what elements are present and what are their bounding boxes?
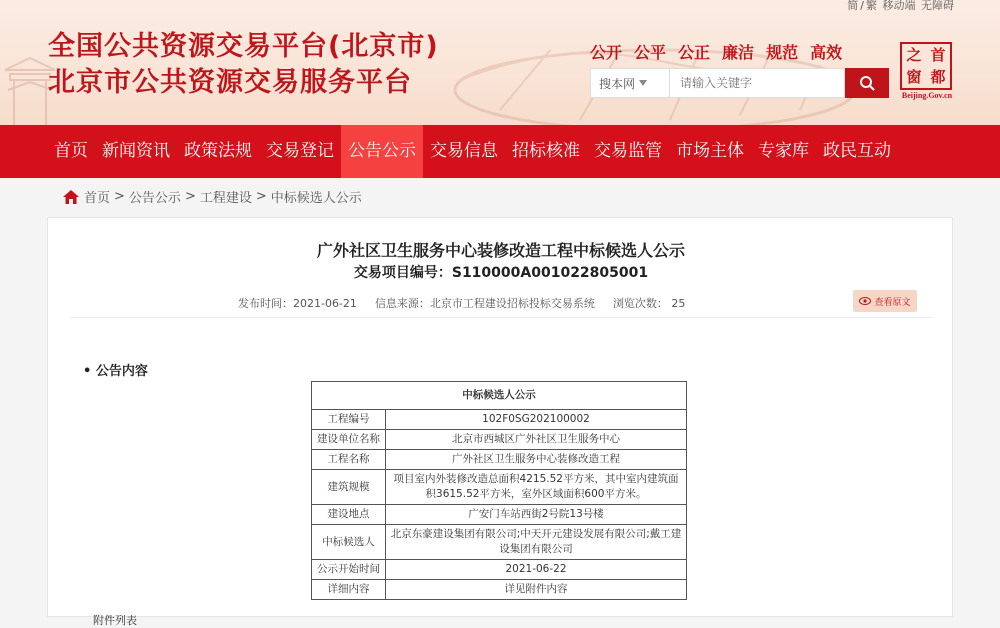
- row-value: 广外社区卫生服务中心装修改造工程: [386, 450, 687, 470]
- breadcrumb-separator: >: [114, 189, 125, 204]
- page-title: 广外社区卫生服务中心装修改造工程中标候选人公示: [316, 241, 685, 260]
- search-button[interactable]: [845, 68, 889, 98]
- nav-item-supervision[interactable]: 交易监管: [594, 141, 662, 161]
- nav-item-interaction[interactable]: 政民互动: [823, 141, 891, 161]
- traditional-link[interactable]: 繁: [866, 0, 877, 12]
- table-row: [312, 430, 687, 450]
- top-links: [845, 0, 954, 13]
- core-values: [590, 40, 842, 63]
- breadcrumb-current[interactable]: 中标候选人公示: [270, 191, 362, 206]
- value-item: 廉洁: [722, 43, 755, 62]
- link-separator: /: [860, 0, 864, 12]
- breadcrumb-announcements[interactable]: 公告公示: [128, 191, 181, 206]
- value-item: 公开: [590, 43, 623, 62]
- site-title-line2: 北京市公共资源交易服务平台: [48, 67, 412, 98]
- view-count: 浏览次数： 25: [612, 297, 686, 310]
- attachments-label: 附件列表: [93, 614, 137, 627]
- breadcrumb-separator: >: [255, 189, 267, 204]
- search-bar: [590, 68, 890, 98]
- row-label: 建筑规模: [312, 470, 386, 505]
- accessibility-link[interactable]: 无障碍: [921, 0, 954, 12]
- row-value: 项目室内外装修改造总面积4215.52平方米，其中室内建筑面积3615.52平方米，室外区域面积600平方米。: [386, 470, 687, 505]
- eye-icon: [859, 297, 871, 305]
- site-header: [0, 0, 1000, 125]
- nav-item-news[interactable]: 新闻资讯: [102, 141, 170, 161]
- row-label: 工程编号: [312, 410, 386, 430]
- search-input[interactable]: [670, 68, 845, 98]
- table-row: [312, 410, 687, 430]
- candidate-table: [311, 381, 687, 600]
- logo-char: 窗: [906, 68, 922, 86]
- table-row: [312, 580, 687, 600]
- project-code: 交易项目编号：S110000A001022805001: [353, 265, 649, 281]
- value-item: 公平: [634, 43, 667, 62]
- logo-char: 首: [930, 46, 946, 64]
- nav-item-bid-approval[interactable]: 招标核准: [512, 141, 580, 161]
- info-source: 信息来源：北京市工程建设招标投标交易系统: [374, 297, 595, 310]
- main-nav: [0, 125, 1000, 178]
- table-row: [312, 525, 687, 560]
- row-label: 建设单位名称: [312, 430, 386, 450]
- simplified-link[interactable]: 简: [847, 0, 859, 12]
- row-value: 2021-06-22: [386, 560, 687, 580]
- value-item: 规范: [766, 43, 799, 62]
- row-label: 工程名称: [312, 450, 386, 470]
- nav-item-experts[interactable]: 专家库: [758, 141, 809, 161]
- divider: [70, 317, 932, 318]
- table-row: [312, 470, 687, 505]
- beijing-gov-logo[interactable]: [900, 42, 954, 102]
- row-value: 北京市西城区广外社区卫生服务中心: [386, 430, 687, 450]
- mobile-link[interactable]: 移动端: [882, 0, 916, 12]
- article-meta: [238, 295, 685, 311]
- row-value: 广安门车站西街2号院13号楼: [386, 505, 687, 525]
- home-icon: [62, 189, 80, 205]
- nav-item-home[interactable]: 首页: [54, 141, 88, 161]
- site-title-line1: 全国公共资源交易平台(北京市): [48, 31, 439, 62]
- logo-char: 都: [930, 68, 946, 86]
- table-row: [312, 560, 687, 580]
- breadcrumb-home[interactable]: 首页: [84, 191, 111, 206]
- breadcrumb: [62, 187, 362, 206]
- search-icon: [859, 75, 875, 91]
- section-heading: • 公告内容: [83, 364, 148, 379]
- search-scope-label: 搜本网: [599, 76, 636, 91]
- row-value: 102F0SG202100002: [386, 410, 687, 430]
- chevron-down-icon: [639, 80, 647, 86]
- breadcrumb-separator: >: [184, 189, 196, 204]
- row-label: 公示开始时间: [312, 560, 386, 580]
- view-original-label: 查看原文: [874, 297, 911, 308]
- value-item: 公正: [678, 43, 711, 62]
- row-label: 建设地点: [312, 505, 386, 525]
- table-header-row: [312, 382, 687, 410]
- row-label: 详细内容: [312, 580, 386, 600]
- logo-text: Beijing.Gov.cn: [901, 91, 953, 100]
- value-item: 高效: [810, 43, 843, 62]
- row-label: 中标候选人: [312, 525, 386, 560]
- search-scope-select[interactable]: [590, 68, 670, 98]
- breadcrumb-construction[interactable]: 工程建设: [199, 191, 252, 206]
- publish-date: 发布时间：2021-06-21: [238, 297, 357, 310]
- nav-item-market-entities[interactable]: 市场主体: [676, 141, 744, 161]
- table-row: [312, 505, 687, 525]
- content-panel: [47, 217, 953, 627]
- table-row: [312, 450, 687, 470]
- logo-char: 之: [906, 46, 922, 64]
- table-title: 中标候选人公示: [312, 382, 687, 410]
- nav-item-trade-info[interactable]: 交易信息: [430, 141, 498, 161]
- row-value: 北京东豪建设集团有限公司;中天开元建设发展有限公司;戴工建设集团有限公司: [386, 525, 687, 560]
- nav-item-announcements[interactable]: 公告公示: [341, 125, 423, 178]
- nav-item-registration[interactable]: 交易登记: [266, 141, 334, 161]
- nav-item-policy[interactable]: 政策法规: [184, 141, 252, 161]
- row-value: 详见附件内容: [386, 580, 687, 600]
- view-original-button[interactable]: [853, 290, 917, 312]
